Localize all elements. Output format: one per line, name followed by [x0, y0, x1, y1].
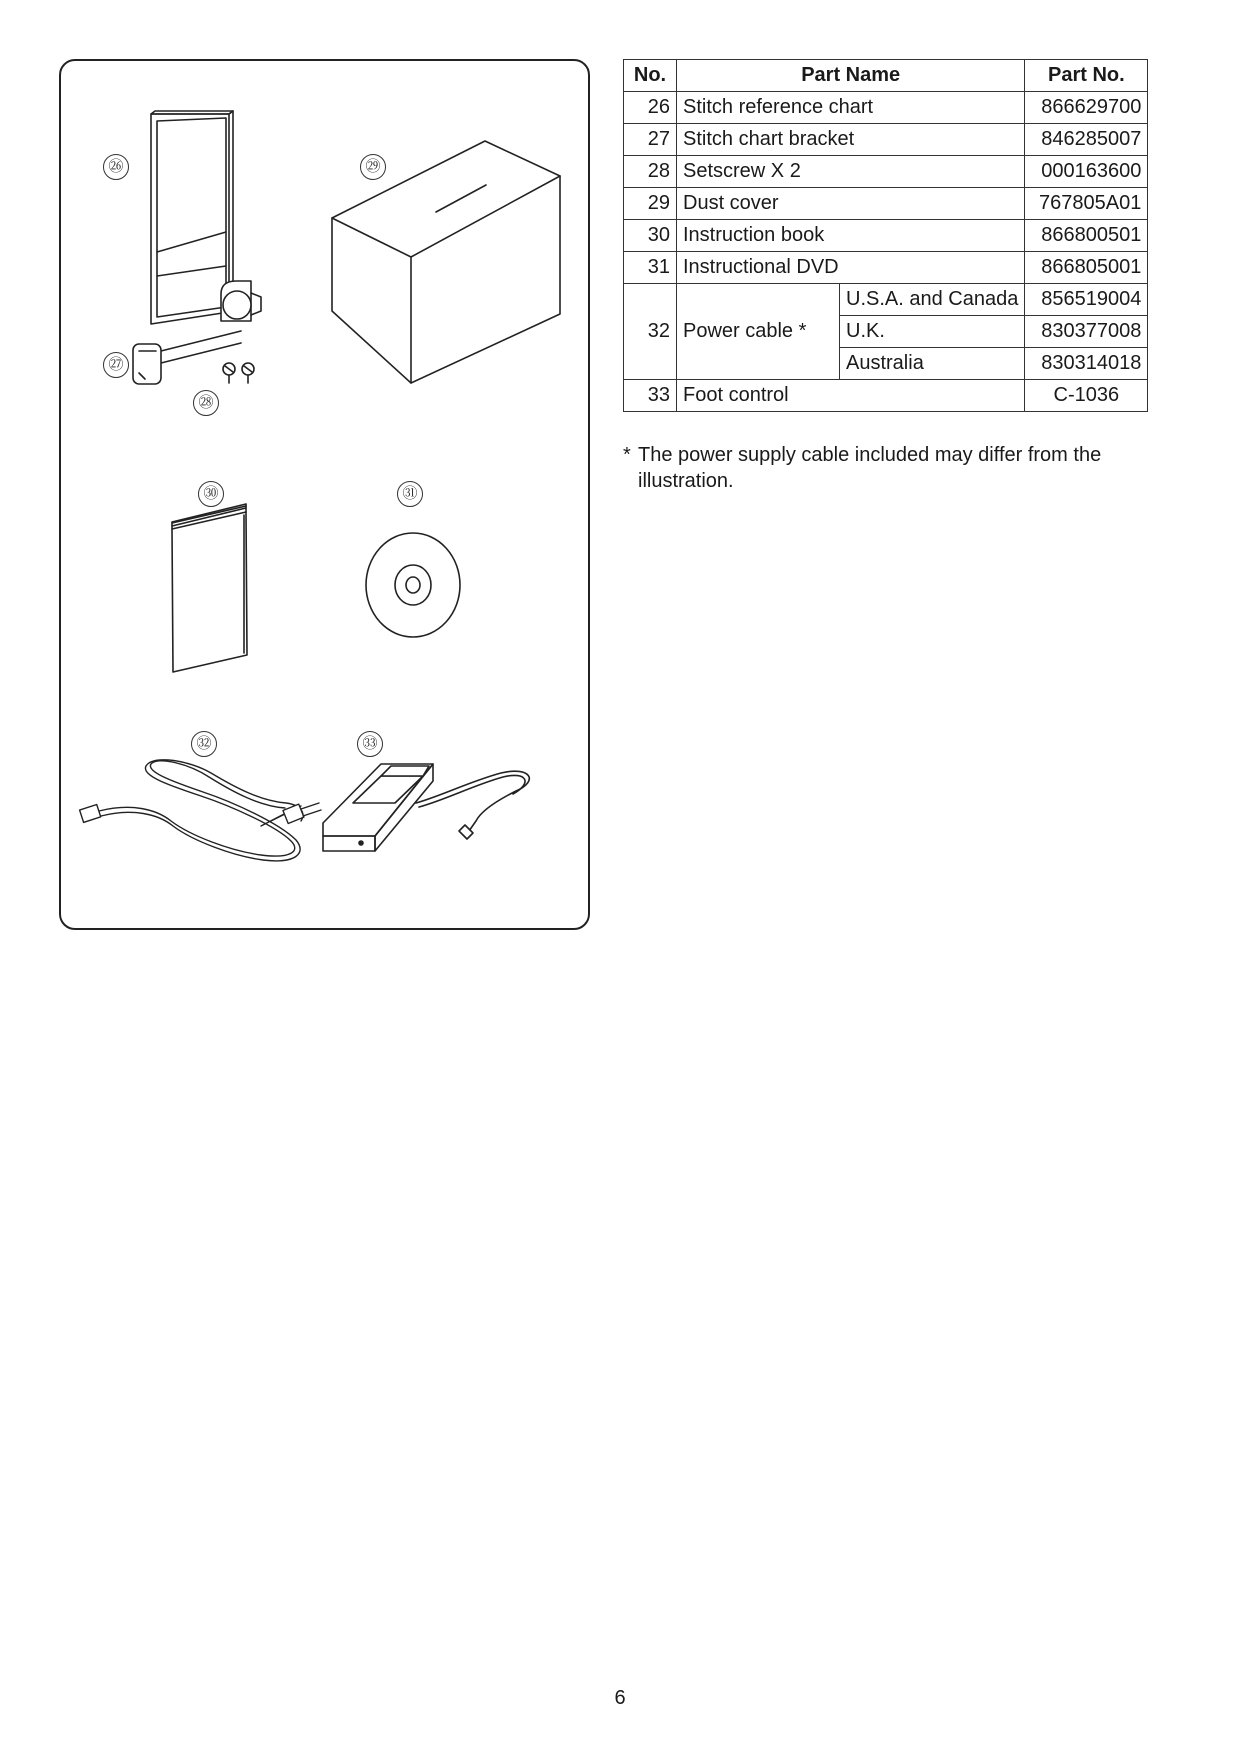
- row-no: 33: [624, 380, 677, 412]
- row-name: Stitch reference chart: [677, 92, 1025, 124]
- power-cable-drawing: [80, 760, 321, 861]
- table-row-power-cable: [624, 284, 1148, 316]
- row-no: 28: [624, 156, 677, 188]
- row-no: 27: [624, 124, 677, 156]
- row-part-no: 830377008: [1025, 316, 1148, 348]
- foot-control-drawing: [323, 764, 529, 851]
- table-row: [624, 252, 1148, 284]
- parts-table: [623, 59, 1148, 412]
- callout-26: ㉖: [103, 154, 129, 180]
- row-part-no: 856519004: [1025, 284, 1148, 316]
- row-name: Instruction book: [677, 220, 1025, 252]
- table-row: [624, 124, 1148, 156]
- table-row: [624, 220, 1148, 252]
- row-part-no: 830314018: [1025, 348, 1148, 380]
- callout-31: ㉛: [397, 481, 423, 507]
- callout-29: ㉙: [360, 154, 386, 180]
- row-part-no: 866805001: [1025, 252, 1148, 284]
- footnote-text: The power supply cable included may differ from the illustration.: [638, 444, 1102, 492]
- row-name: Power cable *: [677, 284, 840, 380]
- row-name: Stitch chart bracket: [677, 124, 1025, 156]
- header-part-no: Part No.: [1025, 60, 1148, 92]
- row-no: 32: [624, 284, 677, 380]
- header-no: No.: [624, 60, 677, 92]
- instruction-book-drawing: [172, 504, 247, 672]
- page-number: 6: [614, 1687, 626, 1709]
- callout-27: ㉗: [103, 352, 129, 378]
- accessories-illustration-panel: [59, 59, 590, 930]
- header-part-name: Part Name: [677, 60, 1025, 92]
- row-name: Foot control: [677, 380, 1025, 412]
- table-row: [624, 156, 1148, 188]
- row-no: 31: [624, 252, 677, 284]
- footnote-marker: *: [623, 444, 631, 466]
- dvd-drawing: [366, 533, 460, 637]
- row-part-no: 866629700: [1025, 92, 1148, 124]
- table-header-row: [624, 60, 1148, 92]
- row-part-no: 846285007: [1025, 124, 1148, 156]
- row-no: 29: [624, 188, 677, 220]
- row-region: U.S.A. and Canada: [840, 284, 1025, 316]
- table-row: [624, 188, 1148, 220]
- accessories-drawing: [61, 61, 592, 932]
- callout-28: ㉘: [193, 390, 219, 416]
- row-part-no: 767805A01: [1025, 188, 1148, 220]
- setscrews-drawing: [223, 363, 254, 383]
- row-no: 30: [624, 220, 677, 252]
- table-row: [624, 92, 1148, 124]
- row-name: Setscrew X 2: [677, 156, 1025, 188]
- row-part-no: 000163600: [1025, 156, 1148, 188]
- row-part-no: 866800501: [1025, 220, 1148, 252]
- row-no: 26: [624, 92, 677, 124]
- row-region: Australia: [840, 348, 1025, 380]
- row-part-no: C-1036: [1025, 380, 1148, 412]
- row-region: U.K.: [840, 316, 1025, 348]
- callout-30: ㉚: [198, 481, 224, 507]
- table-row: [624, 380, 1148, 412]
- row-name: Dust cover: [677, 188, 1025, 220]
- callout-33: ㉝: [357, 731, 383, 757]
- row-name: Instructional DVD: [677, 252, 1025, 284]
- callout-32: ㉜: [191, 731, 217, 757]
